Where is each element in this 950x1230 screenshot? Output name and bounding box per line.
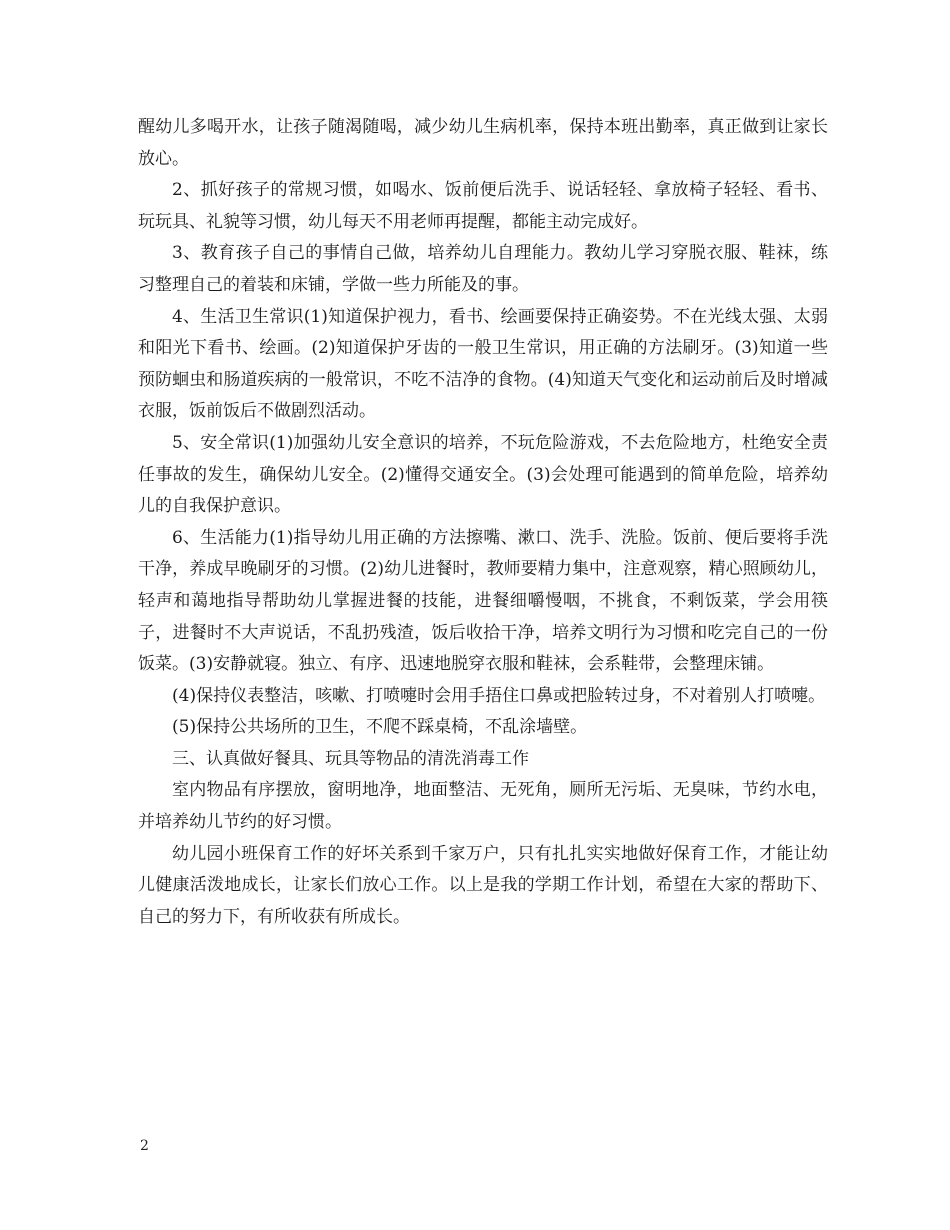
paragraph: 6、生活能力(1)指导幼儿用正确的方法擦嘴、漱口、洗手、洗脸。饭前、便后要将手洗干净，养成早晚刷牙的习惯。(2)幼儿进餐时，教师要精力集中，注意观察，精心照顾幼儿，轻声和蔼地指导帮助幼儿掌握进餐的技能，进餐细嚼慢咽，不挑食，不剩饭菜，学会用筷子，进餐时不大声说话，不乱扔残渣，饭后收拾干净，培养文明行为习惯和吃完自己的一份饭菜。(3)安静就寝。独立、有序、迅速地脱穿衣服和鞋袜，会系鞋带，会整理床铺。 (138, 527, 828, 675)
paragraph: 5、安全常识(1)加强幼儿安全意识的培养，不玩危险游戏，不去危险地方，杜绝安全责任事故的发生，确保幼儿安全。(2)懂得交通安全。(3)会处理可能遇到的简单危险，培养幼儿的自我保护意识。 (138, 432, 828, 517)
paragraph: 4、生活卫生常识(1)知道保护视力，看书、绘画要保持正确姿势。不在光线太强、太弱和阳光下看书、绘画。(2)知道保护牙齿的一般卫生常识，用正确的方法刷牙。(3)知道一些预防蛔虫和肠道疾病的一般常识，不吃不洁净的食物。(4)知道天气变化和运动前后及时增减衣服，饭前饭后不做剧烈活动。 (138, 306, 828, 422)
paragraph: 室内物品有序摆放，窗明地净，地面整洁、无死角，厕所无污垢、无臭味，节约水电，并培养幼儿节约的好习惯。 (138, 780, 828, 833)
paragraph: 2、抓好孩子的常规习惯，如喝水、饭前便后洗手、说话轻轻、拿放椅子轻轻、看书、玩玩具、礼貌等习惯，幼儿每天不用老师再提醒，都能主动完成好。 (138, 180, 828, 232)
paragraph: 醒幼儿多喝开水，让孩子随渴随喝，减少幼儿生病机率，保持本班出勤率，真正做到让家长放心。 (138, 117, 828, 169)
paragraph: 3、教育孩子自己的事情自己做，培养幼儿自理能力。教幼儿学习穿脱衣服、鞋袜，练习整理自己的着装和床铺，学做一些力所能及的事。 (138, 243, 828, 295)
document-body (138, 112, 828, 933)
paragraph: 幼儿园小班保育工作的好坏关系到千家万户，只有扎扎实实地做好保育工作，才能让幼儿健康活泼地成长，让家长们放心工作。以上是我的学期工作计划，希望在大家的帮助下、自己的努力下，有所收获有所成长。 (138, 843, 828, 927)
page-number: 2 (140, 1138, 149, 1154)
paragraph: (5)保持公共场所的卫生，不爬不踩桌椅，不乱涂墙壁。 (172, 717, 588, 738)
paragraph: (4)保持仪表整洁，咳嗽、打喷嚏时会用手捂住口鼻或把脸转过身，不对着别人打喷嚏。 (172, 685, 826, 706)
paragraph: 三、认真做好餐具、玩具等物品的清洗消毒工作 (172, 748, 529, 769)
